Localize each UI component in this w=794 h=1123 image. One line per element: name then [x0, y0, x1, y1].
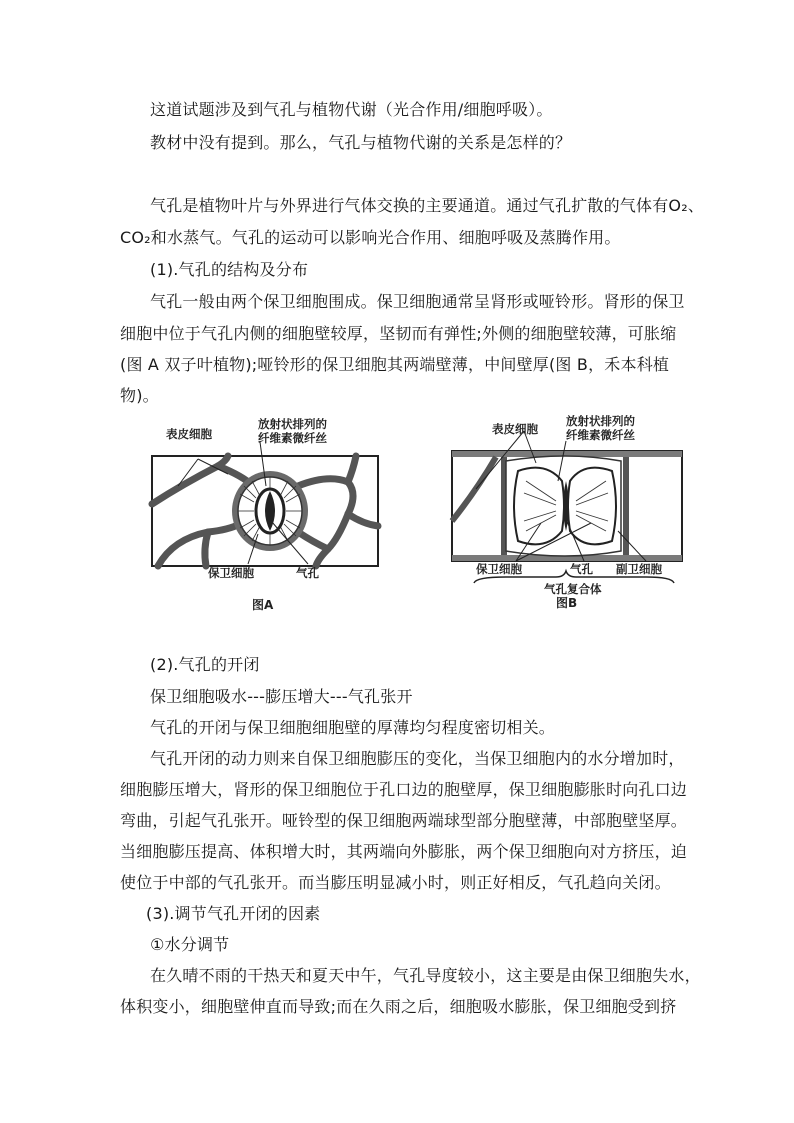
- fig-a-fibrils-label-2: 纤维素微纤丝: [258, 431, 327, 445]
- fig-b-complex-label: 气孔复合体: [544, 582, 602, 596]
- p1-line-2: CO₂和水蒸气。气孔的运动可以影响光合作用、细胞呼吸及蒸腾作用。: [120, 228, 621, 247]
- fig-a-stoma-label: 气孔: [296, 566, 319, 580]
- intro-line-1: 这道试题涉及到气孔与植物代谢（光合作用/细胞呼吸）。: [150, 100, 553, 119]
- s3-line-1: 在久晴不雨的干热天和夏天中午，气孔导度较小，这主要是由保卫细胞失水，: [150, 966, 701, 985]
- s1-line-3: (图 A 双子叶植物);哑铃形的保卫细胞其两端壁薄，中间壁厚(图 B，禾本科植: [120, 355, 670, 374]
- s2-line-4: 细胞膨压增大，肾形的保卫细胞位于孔口边的胞壁厚，保卫细胞膨胀时向孔口边: [120, 780, 688, 799]
- intro-line-2: 教材中没有提到。那么，气孔与植物代谢的关系是怎样的？: [150, 133, 572, 152]
- figure-b-diagram: [452, 431, 682, 583]
- s2-line-6: 当细胞膨压提高、体积增大时，其两端向外膨胀，两个保卫细胞向对方挤压，迫: [120, 842, 688, 861]
- fig-b-subsidiary-label: 副卫细胞: [616, 562, 662, 576]
- figure-b: [446, 411, 686, 611]
- fig-a-epidermis-label: 表皮细胞: [166, 427, 212, 441]
- s2-line-3: 气孔开闭的动力则来自保卫细胞膨压的变化，当保卫细胞内的水分增加时，: [150, 749, 685, 768]
- s2-line-2: 气孔的开闭与保卫细胞细胞壁的厚薄均匀程度密切相关。: [150, 718, 556, 737]
- s2-line-5: 弯曲，引起气孔张开。哑铃型的保卫细胞两端球型部分胞壁薄，中部胞壁坚厚。: [120, 811, 688, 830]
- fig-a-guard-label: 保卫细胞: [208, 566, 254, 580]
- section-3-subheading: ①水分调节: [150, 935, 230, 954]
- figure-a-diagram: [152, 442, 378, 566]
- section-3-heading: (3).调节气孔开闭的因素: [146, 904, 321, 923]
- fig-b-caption: 图B: [556, 596, 578, 610]
- s1-line-2: 细胞中位于气孔内侧的细胞壁较厚，坚韧而有弹性;外侧的细胞壁较薄，可胀缩: [120, 324, 677, 343]
- s3-line-2: 体积变小，细胞壁伸直而导致;而在久雨之后，细胞吸水膨胀，保卫细胞受到挤: [120, 997, 677, 1016]
- fig-b-guard-label: 保卫细胞: [476, 562, 522, 576]
- s2-line-1: 保卫细胞吸水---膨压增大---气孔张开: [150, 687, 413, 706]
- p1-line-1: 气孔是植物叶片与外界进行气体交换的主要通道。通过气孔扩散的气体有O₂、: [150, 196, 705, 215]
- section-1-heading: (1).气孔的结构及分布: [150, 260, 309, 279]
- s2-line-7: 使位于中部的气孔张开。而当膨压明显减小时，则正好相反，气孔趋向关闭。: [120, 873, 671, 892]
- fig-b-fibrils-label-1: 放射状排列的: [566, 414, 635, 428]
- fig-b-stoma-label: 气孔: [570, 562, 593, 576]
- section-2-heading: (2).气孔的开闭: [150, 655, 260, 674]
- fig-b-epidermis-label: 表皮细胞: [492, 422, 538, 436]
- fig-a-fibrils-label-1: 放射状排列的: [258, 417, 327, 431]
- fig-b-fibrils-label-2: 纤维素微纤丝: [566, 428, 635, 442]
- s1-line-1: 气孔一般由两个保卫细胞围成。保卫细胞通常呈肾形或哑铃形。肾形的保卫: [150, 292, 685, 311]
- s1-line-4: 物)。: [120, 386, 159, 405]
- figure-a: [148, 414, 388, 614]
- fig-a-caption: 图A: [252, 598, 274, 612]
